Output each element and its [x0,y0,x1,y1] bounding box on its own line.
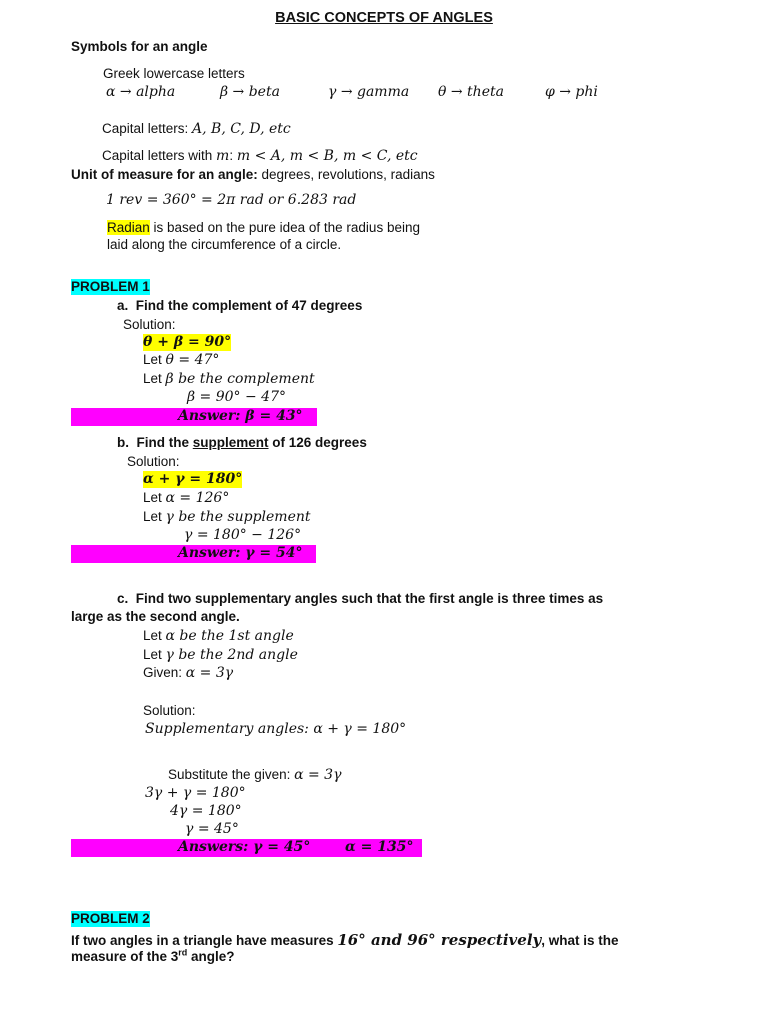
given-c-word: Given: [143,665,186,680]
greek-label: Greek lowercase letters [103,66,245,81]
question-a-text: Find the complement of 47 degrees [135,298,363,313]
unit-heading: Unit of measure for an angle: [71,167,258,182]
symbols-heading: Symbols for an angle [71,39,208,54]
question-b-underline: supplement [192,435,269,450]
question-a-prefix: a. [117,298,129,313]
substitute-line [168,767,341,784]
answer-a: Answer: β = 43° [178,408,303,424]
capital-m-colon: : [229,148,237,163]
capital-value: A, B, C, D, etc [192,121,291,137]
problem-2-line-1 [71,931,619,949]
step-a: β = 90° − 47° [187,389,286,405]
capital-m-label: Capital letters with [102,148,217,163]
question-b-prefix: b. [117,435,129,450]
solution-a-label: Solution: [123,317,176,332]
greek-alpha: α → alpha [106,84,176,100]
step-b: γ = 180° − 126° [184,527,302,543]
radian-word: Radian [107,220,150,235]
let-a-2 [143,371,315,388]
question-b [117,435,367,451]
rev-formula: 1 rev = 360° = 2π rad or 6.283 rad [106,192,357,208]
let-b-2 [143,509,311,526]
greek-phi: φ → phi [545,84,598,100]
let-a-1-math: θ = 47° [165,352,220,368]
radian-line-2: laid along the circumference of a circle. [107,237,342,252]
supplementary-equation: Supplementary angles: α + γ = 180° [145,721,407,737]
let-c-2-math: γ be the 2nd angle [165,647,298,663]
problem-2-math: 16° and 96° respectively [337,931,542,949]
let-c-1-word: Let [143,628,166,643]
radian-line-1 [107,220,420,236]
let-b-1 [143,490,229,507]
question-b-post: of 126 degrees [268,435,367,450]
step-c-2: 4γ = 180° [170,803,242,819]
question-c-prefix: c. [117,591,129,606]
let-c-1 [143,628,294,645]
unit-text: degrees, revolutions, radians [257,167,435,182]
problem-2-pre: If two angles in a triangle have measures [71,933,338,948]
let-a-1-word: Let [143,352,166,367]
let-c-2-word: Let [143,647,166,662]
given-c [143,665,233,682]
greek-beta: β → beta [220,84,280,100]
radian-text-1: is based on the pure idea of the radius being [149,220,420,235]
page-title: BASIC CONCEPTS OF ANGLES [275,10,493,26]
capital-m-var: m [216,148,230,164]
problem-2-label: PROBLEM 2 [71,911,150,926]
question-a [117,298,362,314]
question-b-pre: Find the [136,435,193,450]
let-c-1-math: α be the 1st angle [165,628,294,644]
let-b-2-word: Let [143,509,166,524]
problem-2-line-2-pre: measure of the 3 [71,949,179,964]
unit-line [71,167,435,183]
solution-b-label: Solution: [127,454,180,469]
given-c-math: α = 3γ [185,665,234,681]
capital-m-line [102,148,418,165]
answer-c-alpha: α = 135° [345,839,414,855]
let-b-2-math: γ be the supplement [165,509,311,525]
let-c-2 [143,647,298,664]
answer-b: Answer: γ = 54° [178,545,303,561]
solution-c-label: Solution: [143,703,196,718]
problem-2-sup: rd [178,947,188,958]
greek-gamma: γ → gamma [328,84,410,100]
formula-b: α + γ = 180° [143,471,243,487]
greek-theta: θ → theta [438,84,504,100]
let-b-1-math: α = 126° [165,490,230,506]
step-c-1: 3γ + γ = 180° [145,785,246,801]
capital-m-value: m < A, m < B, m < C, etc [236,148,418,164]
problem-2-line-2-post: angle? [187,949,235,964]
problem-1-label: PROBLEM 1 [71,279,150,294]
let-b-1-word: Let [143,490,166,505]
question-c-line-1 [117,591,603,607]
let-a-2-word: Let [143,371,166,386]
question-c-text-1: Find two supplementary angles such that the first angle is three times as [135,591,604,606]
step-c-3: γ = 45° [185,821,239,837]
problem-2-line-2 [71,949,235,965]
substitute-word: Substitute the given: [168,767,295,782]
formula-a: θ + β = 90° [143,334,232,350]
capital-letters-line [102,121,291,138]
let-a-2-math: β be the complement [165,371,315,387]
question-c-line-2: large as the second angle. [71,609,240,624]
answer-c-gamma: Answers: γ = 45° [178,839,311,855]
capital-label: Capital letters: [102,121,193,136]
let-a-1 [143,352,219,369]
problem-2-post: , what is the [541,933,619,948]
substitute-math: α = 3γ [294,767,342,783]
